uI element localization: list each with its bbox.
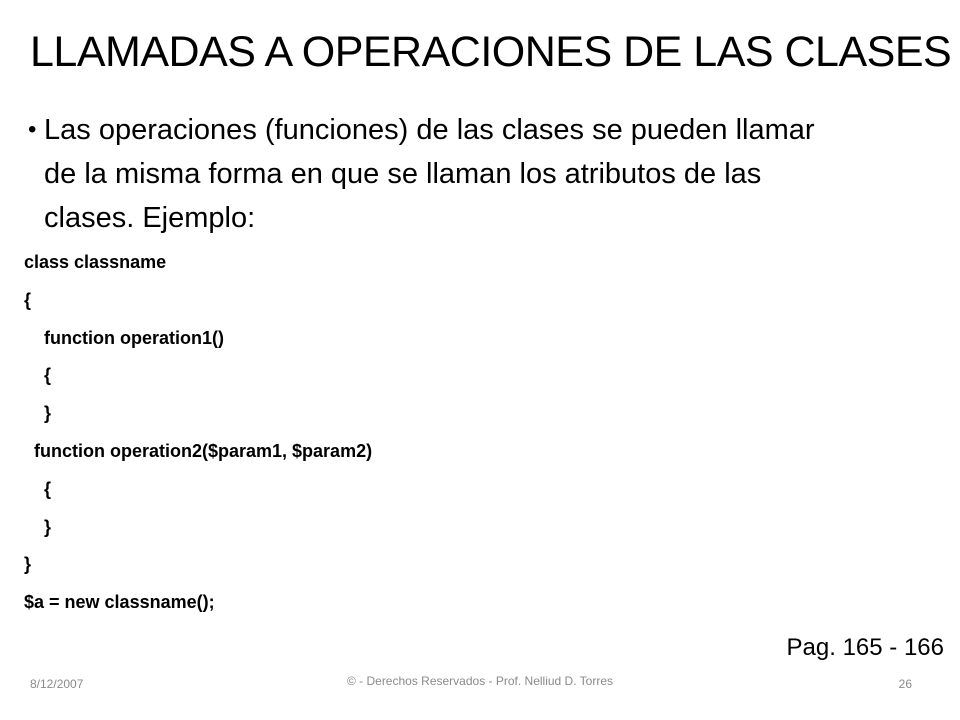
footer-date: 8/12/2007 [30,677,84,691]
code-line: { [24,289,32,310]
bullet-paragraph [28,108,928,240]
code-block [24,244,372,622]
code-line: class classname [24,252,167,272]
code-line: function operation2($param1, $param2) [24,440,373,461]
bullet-marker: • [28,116,37,143]
footer-copyright: © - Derechos Reservados - Prof. Nelliud D. Torres [346,674,614,688]
page-reference: Pag. 165 - 166 [786,634,944,661]
code-line: } [24,403,52,424]
bullet-line: de la misma forma en que se llaman los atributos de las [44,158,762,190]
code-line: } [24,516,52,537]
bullet-line: clases. Ejemplo: [44,202,256,234]
footer-page-number: 26 [898,677,912,691]
code-line: $a = new classname(); [24,592,215,613]
bullet-line: Las operaciones (funciones) de las clases se pueden llamar [44,114,815,146]
code-line: { [24,478,52,499]
bullet-text [28,108,928,240]
code-line: { [24,365,52,386]
code-line: } [24,554,32,575]
slide-title: LLAMADAS A OPERACIONES DE LAS CLASES [30,28,952,76]
code-line: function operation1() [24,327,224,348]
